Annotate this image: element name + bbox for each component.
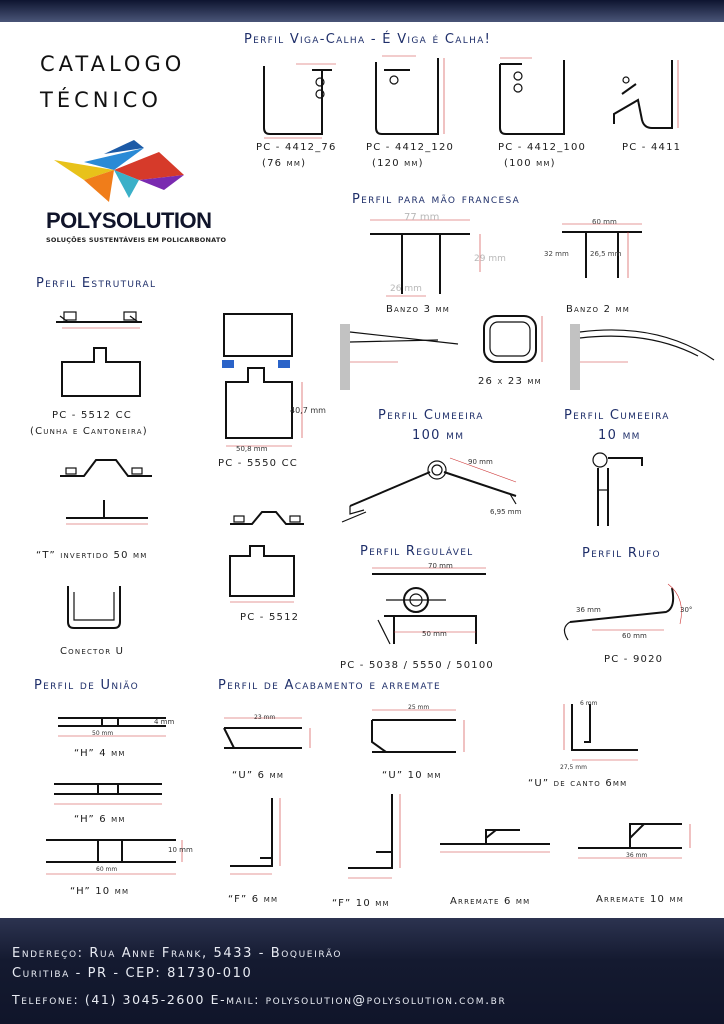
code-5550cc: PC - 5550 CC: [218, 458, 298, 469]
section-title-acabamento: Perfil de Acabamento e arremate: [218, 678, 441, 693]
profile-4412-120-drawing: [366, 52, 450, 140]
profile-4411-drawing: [608, 54, 692, 140]
polysolution-logo-icon: [44, 140, 194, 210]
dim-30-degrees: 30°: [680, 606, 693, 614]
dim-6-95mm: 6,95 mm: [490, 508, 522, 516]
dim-50-8mm: 50,8 mm: [236, 445, 268, 453]
section-title-estrutural: Perfil Estrutural: [36, 276, 157, 291]
dim-23mm-u6: 23 mm: [254, 714, 276, 721]
cumeeira-100-drawing: [340, 450, 530, 532]
dim-50mm-h4: 50 mm: [92, 730, 114, 737]
section-title-rufo: Perfil Rufo: [582, 546, 661, 561]
section-subtitle-cumeeira-10: 10 mm: [598, 428, 641, 443]
footer-band: [0, 918, 724, 1024]
footer-contact: Telefone: (41) 3045-2600 E-mail: polysolution@polysolution.com.br: [12, 992, 507, 1007]
f6-drawing: [222, 794, 312, 884]
dim-4mm-h: 4 mm: [154, 718, 175, 726]
code-5512: PC - 5512: [240, 612, 300, 623]
label-conector-u: Conector U: [60, 646, 125, 657]
code-4412-120-sub: (120 mm): [372, 158, 424, 169]
dim-10mm-h: 10 mm: [168, 846, 193, 854]
dim-26-5mm: 26,5 mm: [590, 250, 622, 258]
profile-5550cc-drawing: [218, 302, 328, 454]
brand-name: POLYSOLUTION: [46, 208, 212, 233]
label-t-invertido: “T” invertido 50 mm: [36, 550, 148, 561]
dim-60mm-rufo: 60 mm: [622, 632, 647, 640]
code-4412-100: PC - 4412_100: [498, 142, 587, 153]
dim-90mm: 90 mm: [468, 458, 493, 466]
label-arremate-10: Arremate 10 mm: [596, 894, 684, 905]
profile-5512cc-drawing: [46, 304, 156, 404]
dim-26mm: 26 mm: [390, 284, 422, 294]
dim-27-5mm: 27,5 mm: [560, 764, 587, 771]
dim-32mm: 32 mm: [544, 250, 569, 258]
dim-36mm-rufo: 36 mm: [576, 606, 601, 614]
dim-70mm: 70 mm: [428, 562, 453, 570]
label-h4: “H” 4 mm: [74, 748, 126, 759]
label-banzo-2mm: Banzo 2 mm: [566, 304, 630, 315]
profile-4412-76-drawing: [256, 60, 340, 140]
catalog-title-line2: TÉCNICO: [40, 88, 162, 112]
code-5512cc: PC - 5512 CC: [52, 410, 132, 421]
footer-city: Curitiba - PR - CEP: 81730-010: [12, 966, 253, 981]
section-title-viga-calha: Perfil Viga-Calha - É Viga é Calha!: [244, 32, 492, 47]
label-banzo-3mm: Banzo 3 mm: [386, 304, 450, 315]
label-f10: “F” 10 mm: [332, 898, 390, 909]
label-arremate-6: Arremate 6 mm: [450, 896, 531, 907]
h6-drawing: [46, 776, 170, 812]
tube-26x23-drawing: [478, 312, 548, 374]
label-u10: “U” 10 mm: [382, 770, 442, 781]
regulavel-drawing: [366, 560, 516, 652]
profile-5512-drawing: [218, 500, 328, 612]
code-4412-76-sub: (76 mm): [262, 158, 307, 169]
dim-25mm-u10: 25 mm: [408, 704, 430, 711]
u10-drawing: [356, 702, 480, 764]
code-regulavel: PC - 5038 / 5550 / 50100: [340, 660, 494, 671]
section-title-cumeeira-100: Perfil Cumeeira: [378, 408, 484, 423]
dim-60mm-h10: 60 mm: [96, 866, 118, 873]
dim-36mm-arremate: 36 mm: [626, 852, 648, 859]
dim-40-7mm: 40,7 mm: [290, 406, 326, 415]
cumeeira-10-drawing: [586, 446, 666, 530]
section-subtitle-cumeeira-100: 100 mm: [412, 428, 465, 443]
dim-29mm: 29 mm: [474, 254, 506, 264]
label-tube-26x23: 26 x 23 mm: [478, 376, 542, 387]
code-4412-100-sub: (100 mm): [504, 158, 556, 169]
mao-francesa-install-drawing-2: [568, 318, 718, 394]
h10-drawing: [40, 834, 190, 882]
brand-tagline: SOLUÇÕES SUSTENTÁVEIS EM POLICARBONATO: [46, 236, 227, 244]
section-title-cumeeira-10: Perfil Cumeeira: [564, 408, 670, 423]
t-invertido-drawing: [44, 452, 164, 534]
profile-4412-100-drawing: [492, 54, 576, 140]
label-u-canto: “U” de canto 6mm: [528, 778, 628, 789]
arremate-6-drawing: [430, 808, 564, 860]
label-h10: “H” 10 mm: [70, 886, 130, 897]
label-f6: “F” 6 mm: [228, 894, 279, 905]
code-4412-76: PC - 4412_76: [256, 142, 337, 153]
dim-60mm-banzo: 60 mm: [592, 218, 617, 226]
footer-address: Endereço: Rua Anne Frank, 5433 - Boqueirão: [12, 946, 343, 961]
u-canto-drawing: [538, 698, 658, 770]
catalog-title-line1: CATALOGO: [40, 52, 186, 76]
section-title-uniao: Perfil de União: [34, 678, 139, 693]
top-band: [0, 0, 724, 22]
code-5512cc-sub: (Cunha e Cantoneira): [30, 426, 148, 437]
code-4411: PC - 4411: [622, 142, 682, 153]
code-4412-120: PC - 4412_120: [366, 142, 455, 153]
dim-50mm-regulavel: 50 mm: [422, 630, 447, 638]
section-title-mao-francesa: Perfil para mão francesa: [352, 192, 521, 207]
code-9020: PC - 9020: [604, 654, 664, 665]
label-u6: “U” 6 mm: [232, 770, 285, 781]
dim-77mm: 77 mm: [404, 212, 440, 223]
label-h6: “H” 6 mm: [74, 814, 126, 825]
f10-drawing: [340, 790, 430, 886]
mao-francesa-install-drawing-1: [338, 318, 466, 394]
conector-u-drawing: [54, 580, 134, 640]
dim-6mm-canto: 6 mm: [580, 700, 598, 707]
section-title-regulavel: Perfil Regulável: [360, 544, 474, 559]
